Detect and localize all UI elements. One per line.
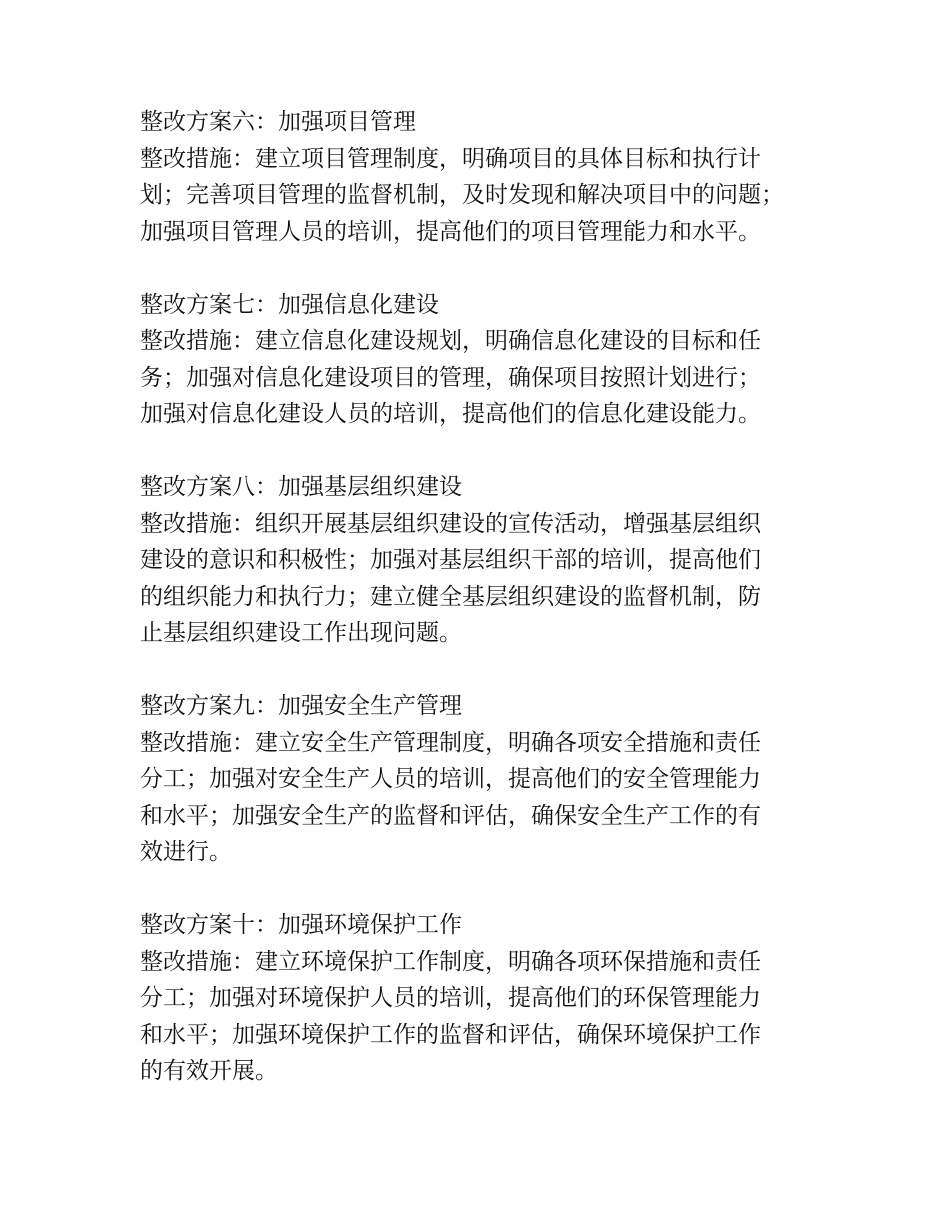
body-line: 整改措施：建立项目管理制度，明确项目的具体目标和执行计 [140,145,761,172]
section-heading: 整改方案九：加强安全生产管理 [140,693,462,719]
body-line: 整改措施：建立信息化建设规划，明确信息化建设的目标和任 [140,328,761,354]
body-line: 和水平；加强环境保护工作的监督和评估，确保环境保护工作 [140,1021,761,1048]
body-line: 整改措施：组织开展基层组织建设的宣传活动，增强基层组织 [140,510,761,537]
section-heading: 整改方案六：加强项目管理 [140,109,416,135]
body-line: 整改措施：建立安全生产管理制度，明确各项安全措施和责任 [140,729,761,756]
section-heading: 整改方案七：加强信息化建设 [140,291,439,318]
document-body [140,104,830,1126]
body-line: 加强项目管理人员的培训，提高他们的项目管理能力和水平。 [140,218,761,245]
body-line: 分工；加强对环境保护人员的培训，提高他们的环保管理能力 [140,985,761,1011]
body-line: 务；加强对信息化建设项目的管理，确保项目按照计划进行； [140,364,761,391]
body-line: 建设的意识和积极性；加强对基层组织干部的培训，提高他们 [140,547,761,573]
section-body [140,725,830,871]
section-body [140,141,830,251]
body-line: 加强对信息化建设人员的培训，提高他们的信息化建设能力。 [140,401,761,427]
body-line: 效进行。 [140,839,232,865]
section-body [140,323,830,433]
body-line: 整改措施：建立环境保护工作制度，明确各项环保措施和责任 [140,948,761,975]
body-line: 和水平；加强安全生产的监督和评估，确保安全生产工作的有 [140,802,761,829]
plan-section-9 [140,688,830,871]
section-heading: 整改方案十：加强环境保护工作 [140,912,462,938]
section-body [140,506,830,652]
plan-section-7 [140,287,830,433]
body-line: 止基层组织建设工作出现问题。 [140,620,462,646]
body-line: 的有效开展。 [140,1058,278,1084]
body-line: 分工；加强对安全生产人员的培训，提高他们的安全管理能力 [140,766,761,792]
plan-section-10 [140,907,830,1090]
plan-section-8 [140,469,830,652]
plan-section-6 [140,104,830,250]
body-line: 划；完善项目管理的监督机制，及时发现和解决项目中的问题； [140,182,784,208]
section-heading: 整改方案八：加强基层组织建设 [140,474,462,500]
body-line: 的组织能力和执行力；建立健全基层组织建设的监督机制，防 [140,583,761,610]
section-body [140,944,830,1090]
